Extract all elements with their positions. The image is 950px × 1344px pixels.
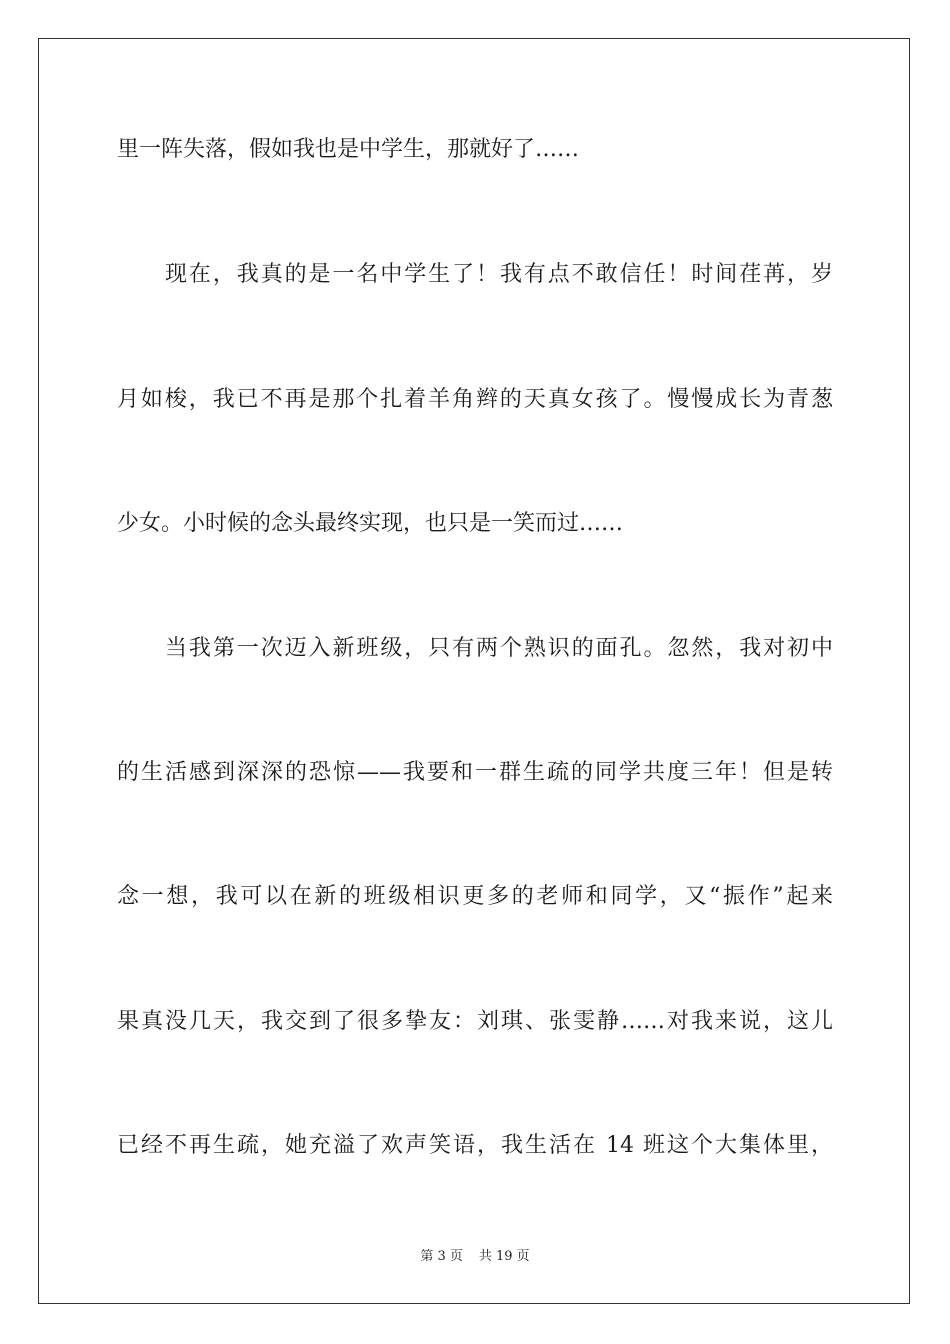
paragraph-line: 已经不再生疏，她充溢了欢声笑语，我生活在 14 班这个大集体里， [117,1133,833,1158]
paragraph-line: 少女。小时候的念头最终实现，也只是一笑而过…… [117,511,624,536]
page-footer [0,1248,950,1266]
page-total: 共 19 页 [478,1249,530,1264]
paragraph-line: 月如梭，我已不再是那个扎着羊角辫的天真女孩了。慢慢成长为青葱 [117,387,833,412]
paragraph-line: 里一阵失落，假如我也是中学生，那就好了…… [117,137,580,162]
page-border [38,38,910,1304]
paragraph-line: 的生活感到深深的恐惊——我要和一群生疏的同学共度三年！但是转 [117,760,833,785]
paragraph-line: 当我第一次迈入新班级，只有两个熟识的面孔。忽然，我对初中 [165,636,833,661]
paragraph-line: 念一想，我可以在新的班级相识更多的老师和同学，又“振作”起来 [117,884,833,909]
paragraph-line: 果真没几天，我交到了很多挚友：刘琪、张雯静……对我来说，这儿 [117,1009,833,1034]
page-number: 第 3 页 [420,1249,463,1264]
paragraph-line: 现在，我真的是一名中学生了！我有点不敢信任！时间荏苒，岁 [165,262,833,287]
